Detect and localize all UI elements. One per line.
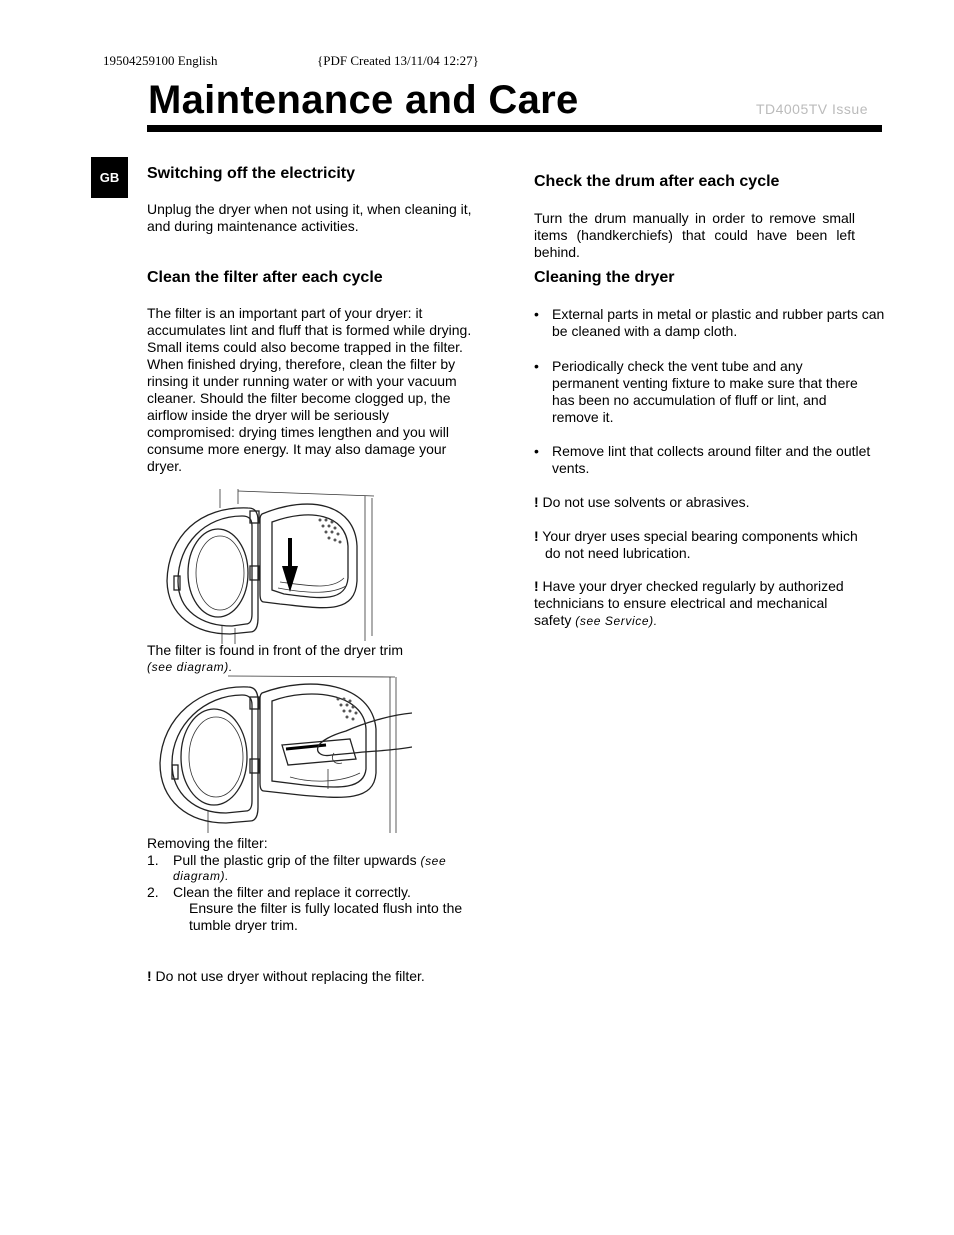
- removing-intro: Removing the filter:: [147, 835, 268, 851]
- pdf-created-stamp: {PDF Created 13/11/04 12:27}: [317, 53, 479, 68]
- title-rule: [147, 125, 882, 132]
- removing-step1-note: diagram).: [173, 869, 230, 883]
- removing-step1-number: 1.: [147, 852, 159, 868]
- clean-filter-text: The filter is an important part of your dryer: it accumulates lint and fluff that is formed while drying. Small items could also become trapped in the filter. When finished drying, therefore, clean the filter by rinsing it under running water or with your vacuum cleaner. Should the filter become clogged up, the airflow inside the dryer will be seriously compromised: drying times lengthen and you will consume more energy. It may also damage your dryer.: [147, 305, 472, 474]
- warning-mark: !: [147, 968, 152, 984]
- filter-location-note: (see diagram).: [147, 660, 233, 674]
- service-reference: (see Service).: [575, 614, 658, 628]
- heading-check-drum: Check the drum after each cycle: [534, 173, 780, 190]
- model-label: TD4005TV Issue: [755, 101, 868, 117]
- page-title: Maintenance and Care: [148, 78, 579, 122]
- removing-step2-detail: Ensure the filter is fully located flush into the tumble dryer trim.: [189, 900, 463, 933]
- filter-location-diagram: [160, 486, 380, 646]
- heading-switching-off: Switching off the electricity: [147, 165, 356, 182]
- switching-off-text: Unplug the dryer when not using it, when cleaning it, and during maintenance activities.: [147, 201, 472, 234]
- document-id: 19504259100 English: [103, 53, 218, 68]
- bearing-warning: ! Your dryer uses special bearing components which do not need lubrication.: [534, 528, 858, 561]
- heading-cleaning-dryer: Cleaning the dryer: [534, 269, 675, 286]
- language-badge: GB: [91, 157, 128, 198]
- service-warning: ! Have your dryer checked regularly by authorized technicians to ensure electrical and mechanical safety (see Service).: [534, 578, 844, 628]
- heading-clean-filter: Clean the filter after each cycle: [147, 269, 383, 286]
- removing-step1-text: Pull the plastic grip of the filter upwards (see: [173, 852, 447, 868]
- removing-step2-number: 2.: [147, 884, 159, 900]
- filter-location-caption: The filter is found in front of the dryer trim: [147, 642, 403, 658]
- removing-step2-text: Clean the filter and replace it correctly.: [173, 884, 411, 900]
- filter-warning: ! Do not use dryer without replacing the filter.: [147, 968, 425, 984]
- solvents-warning: ! Do not use solvents or abrasives.: [534, 494, 750, 510]
- filter-removal-diagram: [150, 673, 412, 835]
- check-drum-text: Turn the drum manually in order to remove small items (handkerchiefs) that could have been left behind.: [534, 210, 855, 260]
